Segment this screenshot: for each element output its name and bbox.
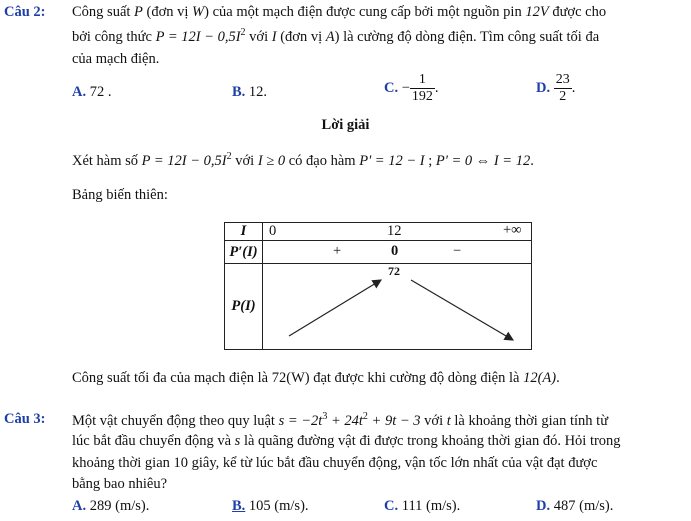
question-3-line-2: lúc bắt đầu chuyển động và s là quãng đường vật đi được trong khoảng thời gian đó. Hỏi trong [72, 433, 621, 449]
table-caption: Bảng biến thiên: [72, 187, 168, 203]
x-value-0: 0 [269, 223, 277, 239]
q3-option-d[interactable]: D. 487 (m/s). [536, 498, 614, 514]
table-x-row [263, 223, 532, 241]
question-3-line-1: Một vật chuyển động theo quy luật $s = -2t^3 + 24t^2 + 9t - 3$ với t là khoảng thời gian tính từ [72, 411, 609, 429]
q2-option-c[interactable]: C. − $\frac{1}{192}$ . [384, 72, 439, 104]
derivative-plus-sign: + [333, 243, 342, 259]
increasing-arrow [289, 280, 381, 336]
question-3-line-4: bằng bao nhiêu? [72, 476, 168, 492]
question-3-label: Câu 3: [4, 411, 46, 427]
table-function-row [263, 264, 532, 350]
q3-option-c[interactable]: C. 111 (m/s). [384, 498, 461, 514]
question-2-line-2: bởi công thức $P = 12I - 0,5I^2$ với I (đơn vị A) là cường độ dòng điện. Tìm công suất tối đa [72, 27, 600, 45]
question-2-line-3: của mạch điện. [72, 51, 160, 67]
question-2-line-1: Công suất P (đơn vị W) của một mạch điện được cung cấp bởi một nguồn pin 12V được cho [72, 4, 607, 20]
question-3-line-3: khoảng thời gian 10 giây, kể từ lúc bắt đầu chuyển động, vận tốc lớn nhất của vật đạt được [72, 455, 598, 471]
table-function-label: P(I) [225, 264, 263, 350]
variation-arrows [263, 264, 531, 350]
table-var-label: I [225, 223, 263, 241]
q2-option-a[interactable]: A. 72 . [72, 84, 112, 100]
q3-option-a[interactable]: A. 289 (m/s). [72, 498, 150, 514]
variation-table [224, 222, 532, 350]
table-derivative-label: P′(I) [225, 241, 263, 264]
x-value-infinity: +∞ [503, 222, 522, 238]
derivative-zero: 0 [391, 243, 399, 259]
q2-option-b[interactable]: B. 12. [232, 84, 268, 100]
q2-option-d[interactable]: D. $\frac{23}{2}$ . [536, 72, 576, 104]
derivative-minus-sign: − [453, 243, 462, 259]
q3-option-b[interactable]: B. 105 (m/s). [232, 498, 309, 514]
solution-title: Lời giải [321, 117, 370, 133]
function-max-value: 72 [388, 264, 400, 278]
solution-line-1: Xét hàm số $P = 12I - 0,5I^2$ với I ≥ 0 có đạo hàm P' = 12 − I ; P' = 0 ⇔ I = 12. [72, 151, 534, 169]
x-value-12: 12 [387, 223, 402, 239]
question-2-label: Câu 2: [4, 4, 46, 20]
table-derivative-row [263, 241, 532, 264]
conclusion-line: Công suất tối đa của mạch điện là 72(W) đạt được khi cường độ dòng điện là 12(A). [72, 370, 560, 386]
decreasing-arrow [411, 280, 513, 340]
